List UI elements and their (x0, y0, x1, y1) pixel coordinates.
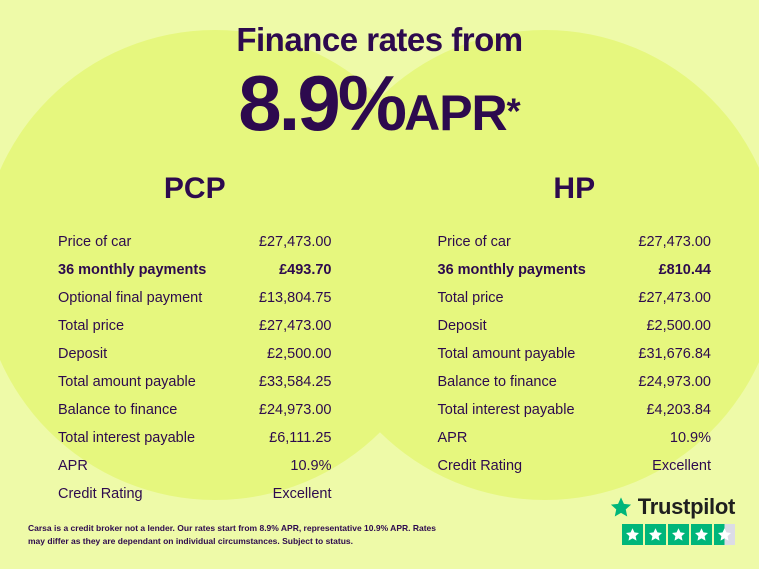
row-value: £24,973.00 (258, 402, 332, 419)
rate-asterisk: * (506, 90, 521, 132)
row-label: APR (58, 458, 88, 475)
row-label: Deposit (58, 346, 108, 363)
table-row (438, 396, 712, 424)
trustpilot-star-rating (610, 524, 735, 545)
row-label: 36 monthly payments (437, 262, 586, 279)
table-row (438, 256, 712, 284)
table-row (58, 340, 332, 368)
row-label: Total price (437, 290, 504, 307)
finance-column-pcp (0, 172, 380, 508)
trustpilot-star-icon (610, 496, 632, 518)
rate-value: 8.9% (238, 59, 405, 148)
row-label: Total price (58, 318, 125, 335)
finance-comparison (0, 172, 759, 508)
row-value: £13,804.75 (258, 290, 332, 307)
row-label: Price of car (58, 234, 132, 251)
row-label: Total interest payable (58, 430, 196, 447)
pcp-rows (58, 228, 332, 508)
table-row (58, 396, 332, 424)
row-label: APR (437, 430, 468, 447)
table-row (58, 312, 332, 340)
row-value: £6,111.25 (269, 430, 332, 447)
row-label: Deposit (437, 318, 487, 335)
rate-unit: APR (404, 85, 507, 142)
table-row (438, 228, 712, 256)
row-value: £4,203.84 (646, 402, 711, 419)
row-label: Total interest payable (437, 402, 575, 419)
star-half-icon (714, 524, 735, 545)
row-value: £27,473.00 (638, 290, 711, 307)
table-row (438, 340, 712, 368)
table-row (438, 452, 712, 480)
table-row (438, 424, 712, 452)
row-value: Excellent (652, 458, 711, 475)
row-value: £27,473.00 (638, 234, 711, 251)
trustpilot-logo (610, 494, 735, 520)
row-value: £27,473.00 (258, 234, 332, 251)
star-filled-icon (622, 524, 643, 545)
table-row (58, 368, 332, 396)
row-label: Price of car (437, 234, 511, 251)
column-title-hp: HP (553, 172, 596, 206)
finance-column-hp (380, 172, 759, 508)
row-label: Credit Rating (58, 486, 143, 503)
star-filled-icon (691, 524, 712, 545)
table-row (438, 368, 712, 396)
trustpilot-wordmark: Trustpilot (637, 494, 735, 519)
row-value: £33,584.25 (258, 374, 332, 391)
row-label: 36 monthly payments (58, 262, 207, 279)
column-title-pcp: PCP (163, 172, 226, 206)
disclaimer-text: Carsa is a credit broker not a lender. Our rates start from 8.9% APR, representative 10.9% APR. Rates may differ as they are dependant on individual circumstances. Subject to status. (28, 523, 437, 546)
star-filled-icon (668, 524, 689, 545)
row-label: Balance to finance (437, 374, 557, 391)
table-row (438, 312, 712, 340)
row-value: 10.9% (669, 430, 711, 447)
row-value: £27,473.00 (258, 318, 332, 335)
hp-rows (438, 228, 712, 480)
row-value: £2,500.00 (646, 318, 711, 335)
rate-headline (0, 59, 759, 148)
table-row (58, 424, 332, 452)
table-row (58, 452, 332, 480)
row-label: Total amount payable (58, 374, 196, 391)
row-label: Balance to finance (58, 402, 178, 419)
row-value: £2,500.00 (266, 346, 332, 363)
trustpilot-rating (610, 494, 735, 545)
star-filled-icon (645, 524, 666, 545)
table-row (58, 256, 332, 284)
row-value: £810.44 (658, 262, 711, 279)
page-title: Finance rates from (236, 21, 523, 58)
row-label: Credit Rating (437, 458, 523, 475)
row-label: Optional final payment (58, 290, 203, 307)
row-value: £31,676.84 (638, 346, 711, 363)
table-row (58, 228, 332, 256)
row-label: Total amount payable (437, 346, 576, 363)
table-row (438, 284, 712, 312)
row-value: Excellent (272, 486, 332, 503)
table-row (58, 284, 332, 312)
row-value: 10.9% (290, 458, 332, 475)
row-value: £24,973.00 (638, 374, 711, 391)
row-value: £493.70 (279, 262, 332, 279)
